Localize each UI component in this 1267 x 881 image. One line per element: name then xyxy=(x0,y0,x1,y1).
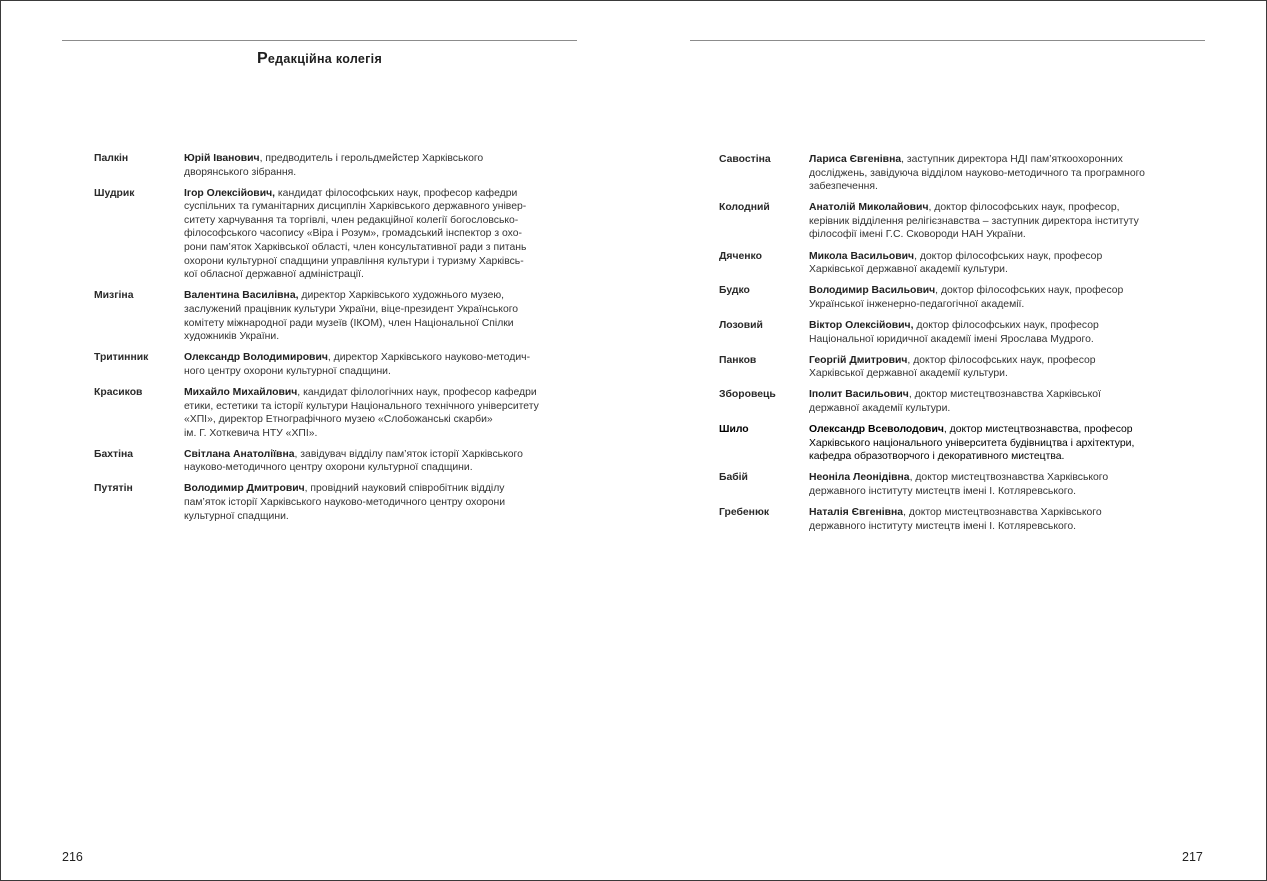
board-member-entry xyxy=(94,152,594,179)
member-description: Володимир Дмитрович, провідний науковий співробітник відділу пам’яток історії Харківського науково-методичного центру охорони культурної спадщини. xyxy=(184,483,506,522)
board-member-entry xyxy=(719,354,1199,381)
member-role-text: доктор філософських наук, професор Харківської державної академії культури. xyxy=(809,354,1096,380)
member-full-name: Лариса Євгенівна xyxy=(809,154,902,165)
member-role-text: доктор мистецтвознавства Харківського державного інституту мистецтв імені І. Котляревського. xyxy=(809,472,1109,497)
board-member-entry xyxy=(719,506,1199,533)
member-surname: Будко xyxy=(719,285,750,297)
member-full-name: Михайло Михайлович xyxy=(184,386,298,398)
member-surname: Мизгіна xyxy=(94,290,134,302)
member-description: Анатолій Миколайович, доктор філософських наук, професор, керівник відділення релігієзнавства – заступник директора інституту філософії імені Г.С. Сковороди НАН України. xyxy=(809,202,1139,241)
member-full-name: Валентина Василівна, xyxy=(184,290,299,302)
member-description: Олександр Всеволодович, доктор мистецтвознавства, професор Харківського національного університета будівництва і архітектури, кафедра образотворчого і декоративного мистецтва. xyxy=(809,424,1135,463)
board-member-entry xyxy=(719,471,1199,498)
member-description: Наталія Євгенівна, доктор мистецтвознавства Харківського державного інституту мистецтв імені І. Котляревського. xyxy=(809,506,1102,532)
member-description xyxy=(809,319,1199,346)
board-member-entry xyxy=(719,319,1199,346)
page-number-left: 216 xyxy=(62,850,83,864)
member-full-name: Олександр Володимирович xyxy=(184,352,328,364)
member-surname: Гребенюк xyxy=(719,506,770,518)
member-description xyxy=(184,289,594,343)
member-surname: Палкін xyxy=(94,153,129,164)
member-full-name: Віктор Олексійович, xyxy=(809,319,914,331)
left-entries-list xyxy=(94,152,594,531)
left-header-rule xyxy=(62,40,577,41)
member-description: Іполит Васильович, доктор мистецтвознавства Харківської державної академії культури. xyxy=(809,389,1101,414)
member-full-name: Неоніла Леонідівна xyxy=(809,472,910,484)
member-surname: Путятін xyxy=(94,483,133,495)
member-surname: Шудрик xyxy=(94,187,135,199)
member-full-name: Юрій Іванович xyxy=(184,153,260,164)
member-role-text: кандидат філологічних наук, професор кафедри етики, естетики та історії культури Національного технічного університету «ХПІ», директор Етнографічного музею «Слобожанські скарби» ім. Г. Хоткевича НТУ «ХПІ». xyxy=(184,386,539,439)
member-surname: Колодний xyxy=(719,202,770,214)
member-role-text: доктор філософських наук, професор, керівник відділення релігієзнавства – заступник директора інституту філософії імені Г.С. Сковороди НАН України. xyxy=(809,202,1139,241)
member-description: Микола Васильович, доктор філософських наук, професор Харківської державної академії культури. xyxy=(809,250,1103,276)
page-number-right: 217 xyxy=(1182,850,1203,864)
board-member-entry xyxy=(719,284,1199,311)
member-full-name: Микола Васильович xyxy=(809,250,915,262)
board-member-entry xyxy=(719,423,1199,464)
member-role-text: завідувач відділу пам’яток історії Харківського науково-методичного центру охорони культурної спадщини. xyxy=(184,448,523,474)
member-description: Михайло Михайлович, кандидат філологічних наук, професор кафедри етики, естетики та історії культури Національного технічного університету «ХПІ», директор Етнографічного музею «Слобожанські скарби» ім. Г. Хоткевича НТУ «ХПІ». xyxy=(184,386,539,439)
member-full-name: Іполит Васильович xyxy=(809,389,909,401)
member-role-text: директор Харківського науково-методич- ного центру охорони культурної спадщини. xyxy=(184,352,531,377)
page-title-rest: едакційна колегія xyxy=(267,52,383,66)
member-surname: Бахтіна xyxy=(94,448,134,460)
member-surname: Тритинник xyxy=(94,352,149,364)
member-role-text: доктор філософських наук, професор Харківської державної академії культури. xyxy=(809,250,1103,276)
member-full-name: Георгій Дмитрович xyxy=(809,354,908,366)
member-surname: Бабій xyxy=(719,472,748,484)
board-member-entry xyxy=(94,448,594,475)
member-surname: Шило xyxy=(719,424,749,435)
member-full-name: Олександр Всеволодович xyxy=(809,424,944,435)
board-member-entry xyxy=(719,201,1199,242)
member-surname: Дяченко xyxy=(719,250,762,262)
member-role-text: доктор мистецтвознавства, професор Харківського національного університета будівництва і архітектури, кафедра образотворчого і декоративного мистецтва. xyxy=(809,424,1135,463)
member-description: Юрій Іванович, предводитель і герольдмейстер Харківського дворянського зібрання. xyxy=(184,153,484,178)
member-role-text: провідний науковий співробітник відділу пам’яток історії Харківського науково-методичного центру охорони культурної спадщини. xyxy=(184,483,506,522)
member-surname: Зборовець xyxy=(719,389,776,401)
member-full-name: Анатолій Миколайович xyxy=(809,202,929,214)
member-surname: Панков xyxy=(719,354,757,366)
right-header-rule xyxy=(690,40,1205,41)
right-entries-list xyxy=(719,153,1199,541)
member-full-name: Володимир Дмитрович xyxy=(184,483,305,495)
board-member-entry xyxy=(719,153,1199,194)
board-member-entry xyxy=(94,482,594,523)
member-description: Неоніла Леонідівна, доктор мистецтвознавства Харківського державного інституту мистецтв імені І. Котляревського. xyxy=(809,472,1109,497)
member-full-name: Світлана Анатоліївна xyxy=(184,448,295,460)
member-description: Георгій Дмитрович, доктор філософських наук, професор Харківської державної академії культури. xyxy=(809,354,1096,380)
page-title xyxy=(62,50,577,68)
member-full-name: Ігор Олексійович, xyxy=(184,187,276,199)
member-surname: Савостіна xyxy=(719,154,771,165)
member-surname: Лозовий xyxy=(719,319,763,331)
member-role-text: предводитель і герольдмейстер Харківського дворянського зібрання. xyxy=(184,153,484,178)
member-full-name: Наталія Євгенівна xyxy=(809,506,904,518)
member-role-text: доктор мистецтвознавства Харківського державного інституту мистецтв імені І. Котляревського. xyxy=(809,506,1102,532)
member-role-text: директор Харківського художнього музею, заслужений працівник культури України, віце-президент Українського комітету міжнародної ради музеїв (ІКОМ), член Національної Спілки художників України. xyxy=(184,290,519,343)
member-role-text: доктор філософських наук, професор Української інженерно-педагогічної академії. xyxy=(809,285,1124,310)
board-member-entry xyxy=(719,388,1199,415)
member-surname: Красиков xyxy=(94,386,143,398)
member-role-text: кандидат філософських наук, професор кафедри суспільних та гуманітарних дисциплін Харківського державного універ- ситету харчування та торгівлі, член редакційної колегії богословсько- філософського часопису «Віра і Розум», громадський інспектор з охо- рони пам’яток Харківської області, член консультативної ради з питань охорони культурної спадщини управління культури і туризму Харківсь- кої обласної державної адміністрації. xyxy=(184,187,527,281)
board-member-entry xyxy=(94,187,594,282)
member-role-text: заступник директора НДІ пам’яткоохоронних досліджень, завідуюча відділом науково-методичного та програмного забезпечення. xyxy=(809,154,1145,193)
board-member-entry xyxy=(719,250,1199,277)
member-description: Світлана Анатоліївна, завідувач відділу пам’яток історії Харківського науково-методичного центру охорони культурної спадщини. xyxy=(184,448,523,474)
board-member-entry xyxy=(94,386,594,440)
member-role-text: доктор філософських наук, професор Національної юридичної академії імені Ярослава Мудрого. xyxy=(809,319,1099,345)
member-role-text: доктор мистецтвознавства Харківської державної академії культури. xyxy=(809,389,1101,414)
member-description: Олександр Володимирович, директор Харківського науково-методич- ного центру охорони культурної спадщини. xyxy=(184,352,531,377)
member-full-name: Володимир Васильович xyxy=(809,285,936,297)
board-member-entry xyxy=(94,289,594,343)
member-description: Володимир Васильович, доктор філософських наук, професор Української інженерно-педагогічної академії. xyxy=(809,285,1124,310)
member-description xyxy=(184,187,594,282)
member-description: Лариса Євгенівна, заступник директора НДІ пам’яткоохоронних досліджень, завідуюча відділом науково-методичного та програмного забезпечення. xyxy=(809,154,1145,193)
page-title-initial: Р xyxy=(256,50,268,67)
board-member-entry xyxy=(94,351,594,378)
